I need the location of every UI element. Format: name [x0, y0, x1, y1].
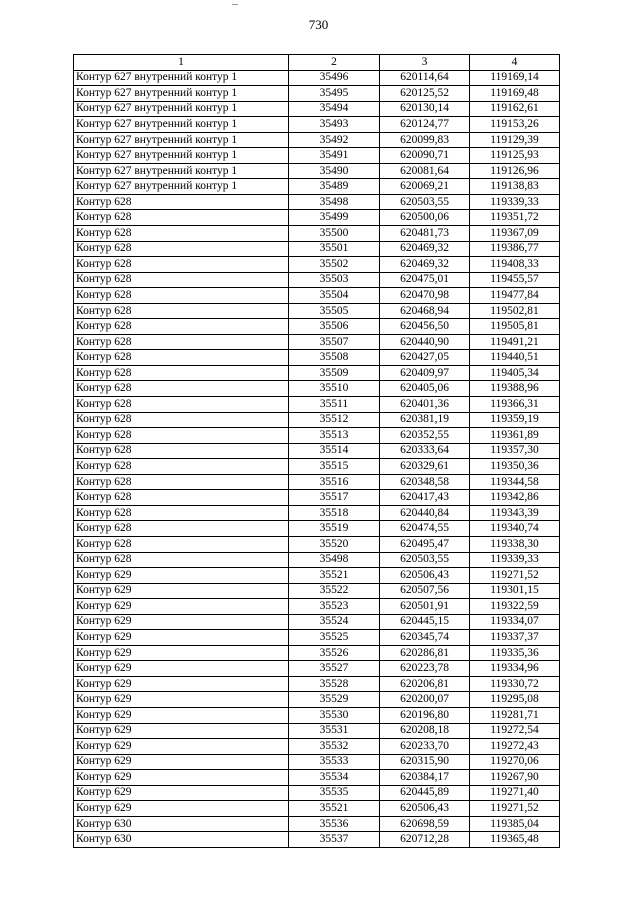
scan-mark — [232, 4, 238, 5]
x-coordinate-cell: 620474,55 — [380, 521, 470, 537]
table-row — [74, 754, 560, 770]
table-row — [74, 583, 560, 599]
x-coordinate-cell: 620286,81 — [380, 645, 470, 661]
x-coordinate-cell: 620427,05 — [380, 350, 470, 366]
contour-name-cell: Контур 628 — [74, 412, 289, 428]
contour-name-cell: Контур 627 внутренний контур 1 — [74, 148, 289, 164]
contour-name-cell: Контур 628 — [74, 350, 289, 366]
point-number-cell: 35522 — [289, 583, 380, 599]
contour-name-cell: Контур 628 — [74, 521, 289, 537]
x-coordinate-cell: 620417,43 — [380, 490, 470, 506]
contour-name-cell: Контур 629 — [74, 676, 289, 692]
contour-name-cell: Контур 629 — [74, 630, 289, 646]
y-coordinate-cell: 119491,21 — [470, 334, 560, 350]
y-coordinate-cell: 119505,81 — [470, 319, 560, 335]
point-number-cell: 35514 — [289, 443, 380, 459]
x-coordinate-cell: 620495,47 — [380, 536, 470, 552]
contour-name-cell: Контур 628 — [74, 397, 289, 413]
point-number-cell: 35521 — [289, 801, 380, 817]
y-coordinate-cell: 119343,39 — [470, 505, 560, 521]
point-number-cell: 35529 — [289, 692, 380, 708]
x-coordinate-cell: 620500,06 — [380, 210, 470, 226]
y-coordinate-cell: 119162,61 — [470, 101, 560, 117]
table-row — [74, 801, 560, 817]
contour-name-cell: Контур 629 — [74, 692, 289, 708]
y-coordinate-cell: 119357,30 — [470, 443, 560, 459]
table-row — [74, 459, 560, 475]
y-coordinate-cell: 119344,58 — [470, 474, 560, 490]
contour-name-cell: Контур 630 — [74, 832, 289, 848]
x-coordinate-cell: 620440,90 — [380, 334, 470, 350]
y-coordinate-cell: 119405,34 — [470, 365, 560, 381]
y-coordinate-cell: 119169,14 — [470, 70, 560, 86]
y-coordinate-cell: 119502,81 — [470, 303, 560, 319]
point-number-cell: 35510 — [289, 381, 380, 397]
point-number-cell: 35530 — [289, 707, 380, 723]
contour-name-cell: Контур 630 — [74, 816, 289, 832]
table-row — [74, 397, 560, 413]
y-coordinate-cell: 119125,93 — [470, 148, 560, 164]
point-number-cell: 35525 — [289, 630, 380, 646]
point-number-cell: 35537 — [289, 832, 380, 848]
x-coordinate-cell: 620440,84 — [380, 505, 470, 521]
point-number-cell: 35516 — [289, 474, 380, 490]
point-number-cell: 35500 — [289, 226, 380, 242]
point-number-cell: 35492 — [289, 132, 380, 148]
contour-name-cell: Контур 629 — [74, 568, 289, 584]
y-coordinate-cell: 119335,36 — [470, 645, 560, 661]
table-row — [74, 816, 560, 832]
contour-name-cell: Контур 628 — [74, 226, 289, 242]
contour-name-cell: Контур 628 — [74, 365, 289, 381]
contour-name-cell: Контур 628 — [74, 443, 289, 459]
x-coordinate-cell: 620405,06 — [380, 381, 470, 397]
contour-name-cell: Контур 628 — [74, 257, 289, 273]
table-row — [74, 599, 560, 615]
x-coordinate-cell: 620712,28 — [380, 832, 470, 848]
y-coordinate-cell: 119129,39 — [470, 132, 560, 148]
x-coordinate-cell: 620456,50 — [380, 319, 470, 335]
point-number-cell: 35526 — [289, 645, 380, 661]
contour-name-cell: Контур 629 — [74, 645, 289, 661]
x-coordinate-cell: 620468,94 — [380, 303, 470, 319]
point-number-cell: 35513 — [289, 428, 380, 444]
point-number-cell: 35523 — [289, 599, 380, 615]
table-row — [74, 132, 560, 148]
point-number-cell: 35503 — [289, 272, 380, 288]
y-coordinate-cell: 119388,96 — [470, 381, 560, 397]
table-row — [74, 630, 560, 646]
y-coordinate-cell: 119271,52 — [470, 568, 560, 584]
y-coordinate-cell: 119330,72 — [470, 676, 560, 692]
x-coordinate-cell: 620124,77 — [380, 117, 470, 133]
y-coordinate-cell: 119272,54 — [470, 723, 560, 739]
point-number-cell: 35519 — [289, 521, 380, 537]
column-header-3: 3 — [380, 55, 470, 71]
point-number-cell: 35535 — [289, 785, 380, 801]
y-coordinate-cell: 119340,74 — [470, 521, 560, 537]
contour-name-cell: Контур 629 — [74, 599, 289, 615]
table-row — [74, 707, 560, 723]
y-coordinate-cell: 119138,83 — [470, 179, 560, 195]
x-coordinate-cell: 620125,52 — [380, 86, 470, 102]
point-number-cell: 35489 — [289, 179, 380, 195]
table-row — [74, 692, 560, 708]
y-coordinate-cell: 119440,51 — [470, 350, 560, 366]
y-coordinate-cell: 119270,06 — [470, 754, 560, 770]
table-row — [74, 521, 560, 537]
x-coordinate-cell: 620506,43 — [380, 801, 470, 817]
point-number-cell: 35524 — [289, 614, 380, 630]
table-row — [74, 288, 560, 304]
contour-name-cell: Контур 627 внутренний контур 1 — [74, 70, 289, 86]
contour-name-cell: Контур 628 — [74, 210, 289, 226]
contour-name-cell: Контур 628 — [74, 381, 289, 397]
x-coordinate-cell: 620507,56 — [380, 583, 470, 599]
point-number-cell: 35532 — [289, 739, 380, 755]
contour-name-cell: Контур 628 — [74, 194, 289, 210]
y-coordinate-cell: 119367,09 — [470, 226, 560, 242]
contour-name-cell: Контур 627 внутренний контур 1 — [74, 179, 289, 195]
y-coordinate-cell: 119366,31 — [470, 397, 560, 413]
y-coordinate-cell: 119153,26 — [470, 117, 560, 133]
point-number-cell: 35534 — [289, 770, 380, 786]
page-number: 730 — [308, 17, 329, 32]
x-coordinate-cell: 620348,58 — [380, 474, 470, 490]
x-coordinate-cell: 620069,21 — [380, 179, 470, 195]
table-body — [74, 70, 560, 847]
x-coordinate-cell: 620470,98 — [380, 288, 470, 304]
contour-name-cell: Контур 629 — [74, 723, 289, 739]
table-row — [74, 474, 560, 490]
y-coordinate-cell: 119339,33 — [470, 552, 560, 568]
y-coordinate-cell: 119385,04 — [470, 816, 560, 832]
x-coordinate-cell: 620208,18 — [380, 723, 470, 739]
point-number-cell: 35501 — [289, 241, 380, 257]
y-coordinate-cell: 119271,52 — [470, 801, 560, 817]
point-number-cell: 35506 — [289, 319, 380, 335]
column-header-2: 2 — [289, 55, 380, 71]
x-coordinate-cell: 620206,81 — [380, 676, 470, 692]
contour-name-cell: Контур 629 — [74, 739, 289, 755]
contour-name-cell: Контур 628 — [74, 272, 289, 288]
table-row — [74, 365, 560, 381]
point-number-cell: 35505 — [289, 303, 380, 319]
x-coordinate-cell: 620352,55 — [380, 428, 470, 444]
contour-name-cell: Контур 629 — [74, 583, 289, 599]
contour-name-cell: Контур 629 — [74, 770, 289, 786]
x-coordinate-cell: 620099,83 — [380, 132, 470, 148]
point-number-cell: 35528 — [289, 676, 380, 692]
x-coordinate-cell: 620469,32 — [380, 257, 470, 273]
table-row — [74, 723, 560, 739]
contour-name-cell: Контур 627 внутренний контур 1 — [74, 117, 289, 133]
table-row — [74, 428, 560, 444]
table-row — [74, 319, 560, 335]
table-row — [74, 645, 560, 661]
contour-name-cell: Контур 628 — [74, 474, 289, 490]
contour-name-cell: Контур 629 — [74, 785, 289, 801]
point-number-cell: 35490 — [289, 163, 380, 179]
contour-name-cell: Контур 628 — [74, 505, 289, 521]
table-row — [74, 179, 560, 195]
contour-name-cell: Контур 628 — [74, 490, 289, 506]
table-row — [74, 257, 560, 273]
table-row — [74, 303, 560, 319]
contour-name-cell: Контур 629 — [74, 707, 289, 723]
table-row — [74, 443, 560, 459]
table-header-row — [74, 55, 560, 71]
x-coordinate-cell: 620090,71 — [380, 148, 470, 164]
point-number-cell: 35496 — [289, 70, 380, 86]
x-coordinate-cell: 620384,17 — [380, 770, 470, 786]
y-coordinate-cell: 119408,33 — [470, 257, 560, 273]
x-coordinate-cell: 620223,78 — [380, 661, 470, 677]
table-row — [74, 505, 560, 521]
point-number-cell: 35512 — [289, 412, 380, 428]
point-number-cell: 35520 — [289, 536, 380, 552]
table-row — [74, 117, 560, 133]
contour-name-cell: Контур 628 — [74, 459, 289, 475]
point-number-cell: 35518 — [289, 505, 380, 521]
contour-name-cell: Контур 627 внутренний контур 1 — [74, 132, 289, 148]
table-row — [74, 785, 560, 801]
contour-name-cell: Контур 629 — [74, 614, 289, 630]
y-coordinate-cell: 119361,89 — [470, 428, 560, 444]
table-row — [74, 70, 560, 86]
contour-name-cell: Контур 629 — [74, 661, 289, 677]
table-row — [74, 272, 560, 288]
table-row — [74, 739, 560, 755]
contour-name-cell: Контур 629 — [74, 801, 289, 817]
table-row — [74, 210, 560, 226]
contour-name-cell: Контур 628 — [74, 552, 289, 568]
column-header-1: 1 — [74, 55, 289, 71]
table-row — [74, 614, 560, 630]
contour-name-cell: Контур 627 внутренний контур 1 — [74, 101, 289, 117]
point-number-cell: 35499 — [289, 210, 380, 226]
y-coordinate-cell: 119350,36 — [470, 459, 560, 475]
x-coordinate-cell: 620506,43 — [380, 568, 470, 584]
contour-name-cell: Контур 629 — [74, 754, 289, 770]
table-row — [74, 226, 560, 242]
contour-name-cell: Контур 628 — [74, 536, 289, 552]
x-coordinate-cell: 620698,59 — [380, 816, 470, 832]
x-coordinate-cell: 620333,64 — [380, 443, 470, 459]
point-number-cell: 35491 — [289, 148, 380, 164]
point-number-cell: 35498 — [289, 194, 380, 210]
point-number-cell: 35504 — [289, 288, 380, 304]
contour-name-cell: Контур 628 — [74, 319, 289, 335]
x-coordinate-cell: 620475,01 — [380, 272, 470, 288]
column-header-4: 4 — [470, 55, 560, 71]
x-coordinate-cell: 620315,90 — [380, 754, 470, 770]
point-number-cell: 35521 — [289, 568, 380, 584]
y-coordinate-cell: 119169,48 — [470, 86, 560, 102]
table-row — [74, 770, 560, 786]
x-coordinate-cell: 620469,32 — [380, 241, 470, 257]
point-number-cell: 35515 — [289, 459, 380, 475]
table-row — [74, 568, 560, 584]
point-number-cell: 35509 — [289, 365, 380, 381]
y-coordinate-cell: 119272,43 — [470, 739, 560, 755]
y-coordinate-cell: 119301,15 — [470, 583, 560, 599]
point-number-cell: 35507 — [289, 334, 380, 350]
x-coordinate-cell: 620481,73 — [380, 226, 470, 242]
x-coordinate-cell: 620081,64 — [380, 163, 470, 179]
x-coordinate-cell: 620130,14 — [380, 101, 470, 117]
table-row — [74, 350, 560, 366]
x-coordinate-cell: 620503,55 — [380, 552, 470, 568]
y-coordinate-cell: 119126,96 — [470, 163, 560, 179]
point-number-cell: 35493 — [289, 117, 380, 133]
table-row — [74, 86, 560, 102]
table-row — [74, 148, 560, 164]
y-coordinate-cell: 119334,96 — [470, 661, 560, 677]
table-row — [74, 163, 560, 179]
contour-name-cell: Контур 628 — [74, 241, 289, 257]
y-coordinate-cell: 119334,07 — [470, 614, 560, 630]
table-row — [74, 552, 560, 568]
point-number-cell: 35508 — [289, 350, 380, 366]
y-coordinate-cell: 119342,86 — [470, 490, 560, 506]
x-coordinate-cell: 620501,91 — [380, 599, 470, 615]
x-coordinate-cell: 620381,19 — [380, 412, 470, 428]
y-coordinate-cell: 119339,33 — [470, 194, 560, 210]
contour-name-cell: Контур 628 — [74, 334, 289, 350]
x-coordinate-cell: 620503,55 — [380, 194, 470, 210]
point-number-cell: 35502 — [289, 257, 380, 273]
table-row — [74, 194, 560, 210]
x-coordinate-cell: 620329,61 — [380, 459, 470, 475]
contour-name-cell: Контур 628 — [74, 288, 289, 304]
y-coordinate-cell: 119295,08 — [470, 692, 560, 708]
table-row — [74, 832, 560, 848]
y-coordinate-cell: 119455,57 — [470, 272, 560, 288]
table-row — [74, 334, 560, 350]
point-number-cell: 35494 — [289, 101, 380, 117]
y-coordinate-cell: 119359,19 — [470, 412, 560, 428]
coordinates-table — [73, 54, 560, 848]
x-coordinate-cell: 620445,15 — [380, 614, 470, 630]
point-number-cell: 35531 — [289, 723, 380, 739]
y-coordinate-cell: 119351,72 — [470, 210, 560, 226]
x-coordinate-cell: 620401,36 — [380, 397, 470, 413]
table-row — [74, 536, 560, 552]
point-number-cell: 35527 — [289, 661, 380, 677]
x-coordinate-cell: 620445,89 — [380, 785, 470, 801]
table-row — [74, 661, 560, 677]
x-coordinate-cell: 620345,74 — [380, 630, 470, 646]
contour-name-cell: Контур 627 внутренний контур 1 — [74, 86, 289, 102]
table-row — [74, 101, 560, 117]
x-coordinate-cell: 620200,07 — [380, 692, 470, 708]
point-number-cell: 35511 — [289, 397, 380, 413]
point-number-cell: 35495 — [289, 86, 380, 102]
y-coordinate-cell: 119322,59 — [470, 599, 560, 615]
contour-name-cell: Контур 628 — [74, 428, 289, 444]
y-coordinate-cell: 119281,71 — [470, 707, 560, 723]
y-coordinate-cell: 119386,77 — [470, 241, 560, 257]
contour-name-cell: Контур 628 — [74, 303, 289, 319]
table-row — [74, 412, 560, 428]
table-row — [74, 490, 560, 506]
point-number-cell: 35517 — [289, 490, 380, 506]
x-coordinate-cell: 620409,97 — [380, 365, 470, 381]
point-number-cell: 35533 — [289, 754, 380, 770]
y-coordinate-cell: 119267,90 — [470, 770, 560, 786]
y-coordinate-cell: 119338,30 — [470, 536, 560, 552]
table-row — [74, 241, 560, 257]
table-row — [74, 676, 560, 692]
y-coordinate-cell: 119477,84 — [470, 288, 560, 304]
x-coordinate-cell: 620114,64 — [380, 70, 470, 86]
y-coordinate-cell: 119365,48 — [470, 832, 560, 848]
y-coordinate-cell: 119337,37 — [470, 630, 560, 646]
table-row — [74, 381, 560, 397]
contour-name-cell: Контур 627 внутренний контур 1 — [74, 163, 289, 179]
x-coordinate-cell: 620196,80 — [380, 707, 470, 723]
y-coordinate-cell: 119271,40 — [470, 785, 560, 801]
point-number-cell: 35498 — [289, 552, 380, 568]
point-number-cell: 35536 — [289, 816, 380, 832]
x-coordinate-cell: 620233,70 — [380, 739, 470, 755]
